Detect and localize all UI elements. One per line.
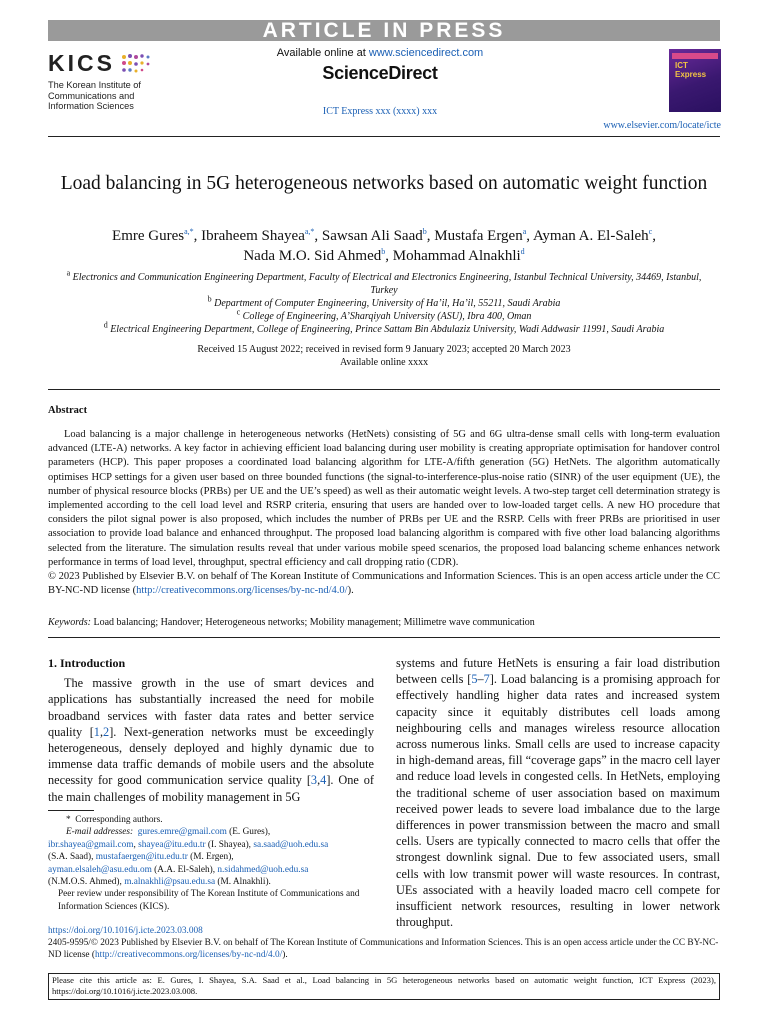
sciencedirect-header [230,47,530,84]
author-name[interactable]: Nada M.O. Sid Ahmed [243,248,382,264]
affiliation-c: $^c$ College of Engineering, A’Sharqiyah University (ASU), Ibra 400, Oman [236,307,532,322]
citation-link[interactable]: 2 [103,724,110,739]
publisher-name-line: Communications and [48,90,135,101]
affiliation-a: $^a$ Electronics and Communication Engineering Department, Faculty of Electrical and Electronics Engineering, Istanbul Technical University, 34469, Istanbul, Turkey [66,268,702,296]
author-name[interactable]: Sawsan Ali Saad [321,228,423,244]
author-name[interactable]: Ibraheem Shayea [201,228,305,244]
doi-link[interactable]: https://doi.org/10.1016/j.icte.2023.03.008 [48,926,203,936]
email-link[interactable]: ayman.elsaleh@asu.edu.om [48,864,152,875]
keywords-list: Load balancing; Handover; Heterogeneous networks; Mobility management; Millimetre wave communication [90,617,535,628]
email-line: (S.A. Saad), mustafaergen@itu.edu.tr (M. Ergen), [48,852,234,863]
email-line: (N.M.O.S. Ahmed), m.alnakhli@psau.edu.sa (M. Alnakhli). [48,877,271,888]
abstract-top-divider [48,389,720,390]
journal-homepage-link[interactable]: www.elsevier.com/locate/icte [603,120,721,131]
email-link[interactable]: ibr.shayea@gmail.com [48,839,134,850]
citation-link[interactable]: 1 [93,724,100,739]
kics-wordmark: KICS [48,50,115,76]
author-name[interactable]: Mustafa Ergen [434,228,523,244]
kics-dots-icon [121,53,161,75]
issn-license: 2405-9595/© 2023 Published by Elsevier B.V. on behalf of The Korean Institute of Communications and Information Sciences. This is an open access article under the CC BY-NC-ND license (http://creativecommons.org/licenses/by-nc-nd/4.0/). [48,938,719,961]
citation-link[interactable]: 7 [483,672,490,687]
intro-paragraph: The massive growth in the use of smart devices and applications has substantially increased the need for mobile broadband services with faster data rates and better service quality [1,2]. Next-generation networks must be exceedingly heterogeneous, densely deployed and highly dynamic due to immense data traffic demands of mobile users and the absolute necessity for good communication service quality [3,4]. One of the main challenges of mobility management in 5G [48,676,374,804]
publisher-logo [48,50,168,112]
email-line: E-mail addresses: gures.emre@gmail.com (E. Gures), [66,827,271,838]
author-affil-marker[interactable]: a,* [184,227,194,236]
header-divider [48,136,720,137]
author-name[interactable]: Emre Gures [112,228,185,244]
citation-box: Please cite this article as: E. Gures, I. Shayea, S.A. Saad et al., Load balancing in 5G heterogeneous networks based on automatic weight function, ICT Express (2023), https://doi.org/10.1016/j.icte.2023.03.008. [48,973,720,1000]
section-heading-introduction: 1. Introduction [48,656,126,670]
publisher-name-line: Information Sciences [48,101,134,111]
author-affil-marker[interactable]: b [422,227,427,236]
article-dates [60,343,708,369]
author-name[interactable]: Ayman A. El-Saleh [532,228,649,244]
author-affil-marker[interactable]: c [648,227,653,236]
license-link[interactable]: http://creativecommons.org/licenses/by-nc-nd/4.0/ [94,950,283,961]
cover-band [672,53,718,59]
abstract-text: Load balancing is a major challenge in heterogeneous networks (HetNets) consisting of 5G and 6G ultra-dense small cells with long-term evaluation advanced (LTE-A) networks. A key factor in achieving efficient load balancing during user mobility is creating appropriate optimisation for handover control parameters (HCP). This paper proposes a coordinated load balancing algorithm for LTE-A/fifth generation (5G) HetNets. The algorithm automatically optimises HCP settings for a given user based on three bounded functions (the signal-to-interference-plus-noise ratio (SINR) of the user equipment (UE), the number of physical resource blocks (PRBs) per UE and the UE’s speed) as well as their automatic weight levels. A two-step target cell determination strategy is implemented according to the cell load level and RSRP criteria, ensuring that users are handed over to low-loaded target cells. A new HO procedure that considers the pilot signal power is also proposed, which includes the number of PRBs per UE and the RSRP. Cells with freer PRBs are prioritised in user association to provide load balance and enhanced throughput. The proposed load balancing algorithm is compared with five other load balancing algorithms selected from the literature. The simulation results reveal that under various mobile speed scenarios, the proposed load balancing scheme enhances network performance in terms of load level, throughput, spectral efficiency and call dropping ratio (CDR). [48,429,720,568]
right-column [396,655,720,930]
citation-link[interactable]: 3 [310,773,318,788]
email-link[interactable]: m.alnakhli@psau.edu.sa [124,877,216,888]
author-affil-marker[interactable]: a,* [304,227,315,236]
author-affil-marker[interactable]: b [381,247,386,256]
sciencedirect-link[interactable]: www.sciencedirect.com [368,47,484,59]
intro-paragraph-continued: systems and future HetNets is ensuring a fair load distribution between cells [5–7]. Load balancing is a promising approach for effectively handling higher data rates and increased system capacity since it equitably distributes cell loads among neighbouring cells and manages wireless resource allocation across numerous links. Small cells are used to increase capacity in high-demand areas, fill “coverage gaps” in the macro cell layer and reduce load levels in congested cells. In HetNets, employing the traditional scheme of user association based on maximum received power leads to severe load imbalance due to the large differences in power transmission between the macro and small cells. Users are typically connected to macro cells that offer the strongest downlink signal. Due to few associated users, small cells with low transmit power will waste resources. In contrast, UEs associated with a heavily loaded macro cell compete for insufficient network resources, resulting in lower network throughput. [396,656,720,930]
affiliations [60,268,708,336]
left-column [48,655,374,805]
peer-review-note: Peer review under responsibility of The Korean Institute of Communications and Information Sciences (KICS). [58,889,360,912]
abstract-copyright: © 2023 Published by Elsevier B.V. on behalf of The Korean Institute of Communications and Information Sciences. This is an open access article under the CC BY-NC-ND license (http://creativecommons.org/licenses/by-nc-nd/4.0/). [48,571,720,597]
email-link[interactable]: n.sidahmed@uoh.edu.sa [217,864,309,875]
email-link[interactable]: gures.emre@gmail.com [137,827,227,838]
sciencedirect-brand: ScienceDirect [322,63,438,83]
citation-link[interactable]: 4 [320,773,327,788]
author-list: Emre Gures$^{a,*}$, Ibraheem Shayea$^{a,*}$, Sawsan Ali Saad$^b$, Mustafa Ergen$^a$, Ayman A. El-Saleh$^c$, Nada M.O. Sid Ahmed$^b$, Mohammad Alnakhli$^d$ [112,227,656,264]
keywords-label: Keywords: [48,617,91,628]
available-online-date: Available online xxxx [339,357,429,368]
journal-reference[interactable]: ICT Express xxx (xxxx) xxx [322,106,438,117]
author-affil-marker[interactable]: d [520,247,525,256]
abstract-heading: Abstract [48,405,88,416]
publisher-name-line: The Korean Institute of [48,80,141,90]
journal-cover-image [669,49,721,112]
affiliation-b: $^b$ Department of Computer Engineering, University of Ha’il, Ha’il, 55211, Saudi Arabia [207,294,561,309]
author-name[interactable]: Mohammad Alnakhli [392,248,521,264]
license-link[interactable]: http://creativecommons.org/licenses/by-nc-nd/4.0/ [136,585,348,597]
affiliation-d: $^d$ Electrical Engineering Department, College of Engineering, Prince Sattam Bin Abdulaziz University, Wadi Addwasir 11991, Saudi Arabia [103,320,665,335]
email-link[interactable]: shayea@itu.edu.tr [138,839,206,850]
abstract-body [48,428,720,598]
article-in-press-banner: ARTICLE IN PRESS [48,20,720,41]
available-online-line: Available online at www.sciencedirect.com [276,47,484,59]
doi-block [48,925,720,962]
keywords [48,617,720,628]
email-link[interactable]: mustafaergen@itu.edu.tr [95,852,188,863]
received-dates: Received 15 August 2022; received in revised form 9 January 2023; accepted 20 March 2023 [197,344,571,355]
footnotes [48,814,374,913]
article-title: Load balancing in 5G heterogeneous networks based on automatic weight function [60,173,708,194]
citation-link[interactable]: 5 [471,672,478,687]
abstract-bottom-divider [48,637,720,638]
author-affil-marker[interactable]: a [522,227,527,236]
email-line: ibr.shayea@gmail.com, shayea@itu.edu.tr (I. Shayea), sa.saad@uoh.edu.sa [48,839,329,850]
corresponding-note: * Corresponding authors. [66,815,163,825]
email-line: ayman.elsaleh@asu.edu.om (A.A. El-Saleh), n.sidahmed@uoh.edu.sa [48,864,309,875]
cover-title: ICT Express [675,61,707,79]
email-link[interactable]: sa.saad@uoh.edu.sa [253,839,329,850]
footnote-divider [48,810,94,811]
